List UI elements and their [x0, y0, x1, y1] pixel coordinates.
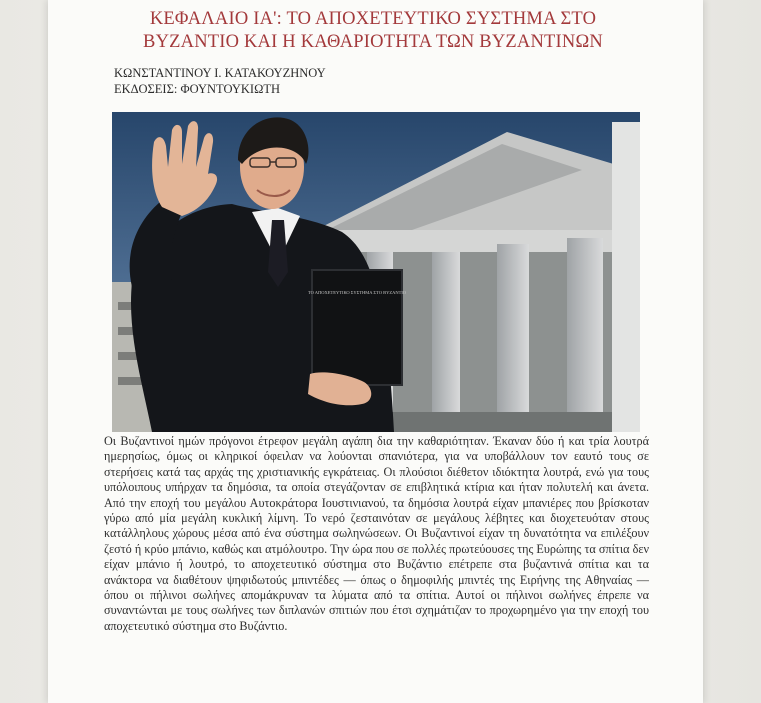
- body-paragraph: Οι Βυζαντινοί ημών πρόγονοι έτρεφον μεγάλη αγάπη δια την καθαριότηταν. Έκαναν δύο ή και τρία λουτρά ημερησίως, όμως οι κληρικοί όφειλαν να λούονται σπανιότερα, για να υποβάλλουν τον εαυτό τους σε στερήσεις κατά τας αρχάς της χριστιανικής εγκράτειας. Οι πλούσιοι διέθετον ιδιόκτητα λουτρά, ενώ για τους υπόλοιπους υπήρχαν τα δημόσια, τα οποία στεγάζονταν σε επιβλητικά κτίρια και ήταν πολυτελή και άνετα. Από την εποχή του μεγάλου Αυτοκράτορα Ιουστινιανού, τα δημόσια λουτρά είχαν μπανιέρες που βρίσκοταν γύρω από μία μεγάλη κυκλική λίμνη. Το νερό ζεσταινόταν σε μεγάλους λέβητες και διοχετευόταν στους κατάλληλους χώρους μέσα από ένα σύστημα σωληνώσεων. Οι Βυζαντινοί είχαν τη δυνατότητα να επιλέξουν ζεστό ή κρύο μπάνιο, καθώς και ατμόλουτρο. Την ώρα που σε πολλές πρωτεύουσες της Ευρώπης τα σπίτια δεν είχαν μπάνιο ή λουτρό, το αποχετευτικό σύστημα στο Βυζάντιο επέτρεπε στα βυζαντινά σπίτια και τα ανάκτορα να διαθέτουν ψηφιδωτούς μπιντέδες — όπως ο δημοφιλής μπιντές της Ειρήνης της Αθηναίας — όπου οι πήλινοι σωλήνες απομάκρυναν τα λύματα από τα σπίτια. Αυτοί οι πήλινοι σωλήνες έπρεπε να συναντώνται με τους σωλήνες των διπλανών σπιτιών που έτσι σχημάτιζαν το προχωρημένο για την εποχή του αποχετευτικό σύστημα στο Βυζάντιο.: [104, 434, 649, 633]
- book-cover-text: ΤΟ ΑΠΟΧΕΤΕΥΤΙΚΟ ΣΥΣΤΗΜΑ ΣΤΟ ΒΥΖΑΝΤΙΟ: [307, 290, 407, 295]
- poster-photo: [112, 112, 640, 432]
- title-line-2: ΒΥΖΑΝΤΙΟ ΚΑΙ Η ΚΑΘΑΡΙΟΤΗΤΑ ΤΩΝ ΒΥΖΑΝΤΙΝΩΝ: [143, 32, 603, 52]
- publisher: ΕΚΔΟΣΕΙΣ: ΦΟΥΝΤΟΥΚΙΩΤΗ: [114, 81, 281, 96]
- author: ΚΩΝΣΤΑΝΤΙΝΟΥ Ι. ΚΑΤΑΚΟΥΖΗΝΟΥ: [114, 66, 326, 80]
- title-line-1: ΚΕΦΑΛΑΙΟ ΙΑ': ΤΟ ΑΠΟΧΕΤΕΥΤΙΚΟ ΣΥΣΤΗΜΑ ΣΤΟ: [149, 9, 597, 29]
- poster: [48, 0, 703, 703]
- poster-meta: [114, 66, 326, 97]
- poster-title: [108, 8, 638, 54]
- body-text: [104, 434, 649, 634]
- photo-illustration: [112, 112, 640, 432]
